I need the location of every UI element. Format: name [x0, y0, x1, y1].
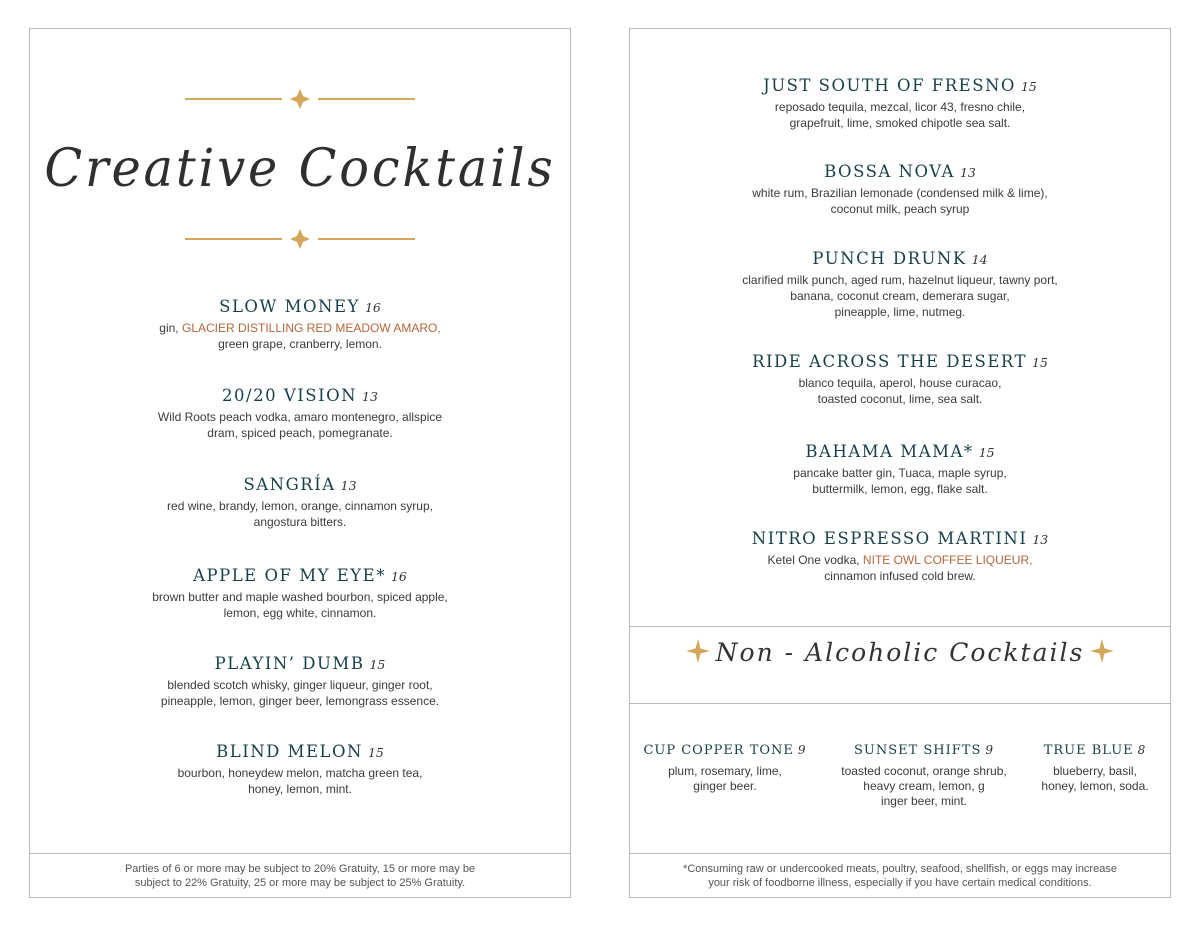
item-description: bourbon, honeydew melon, matcha green tea, honey, lemon, mint. [177, 766, 423, 796]
menu-item-just-south-of-fresno [630, 75, 1170, 131]
item-name: 20/20 VISION 13 [222, 386, 378, 405]
item-description: white rum, Brazilian lemonade (condensed milk & lime), coconut milk, peach syrup [752, 186, 1048, 216]
item-name: BOSSA NOVA 13 [824, 162, 976, 181]
gold-star-ornament-bottom [30, 229, 570, 249]
menu-item-ride-across-the-desert [630, 351, 1170, 407]
item-name: NITRO ESPRESSO MARTINI 13 [751, 529, 1049, 548]
menu-item-punch-drunk [630, 248, 1170, 320]
menu-item-bahama-mama [630, 441, 1170, 497]
item-name: PUNCH DRUNK 14 [812, 249, 988, 268]
item-name: TRUE BLUE 8 [1043, 743, 1147, 758]
footer-divider [630, 853, 1170, 854]
gratuity-notice: Parties of 6 or more may be subject to 20% Gratuity, 15 or more may be subject to 22% Gratuity, 25 or more may be subject to 25% Gratuity. [124, 863, 476, 889]
menu-item-slow-money [30, 296, 570, 352]
food-safety-notice: *Consuming raw or undercooked meats, poultry, seafood, shellfish, or eggs may increase your risk of foodborne illness, especially if you have certain medical conditions. [683, 863, 1117, 889]
item-description: brown butter and maple washed bourbon, spiced apple, lemon, egg white, cinnamon. [152, 590, 448, 620]
item-name: SLOW MONEY 16 [219, 297, 381, 316]
item-name: PLAYIN’ DUMB 15 [214, 654, 386, 673]
na-item-cup-copper-tone [640, 741, 810, 794]
menu-item-apple-of-my-eye [30, 565, 570, 621]
item-description: clarified milk punch, aged rum, hazelnut liqueur, tawny port, banana, coconut cream, demerara sugar, pineapple, lime, nutmeg. [742, 273, 1058, 319]
item-name: APPLE OF MY EYE* 16 [193, 566, 407, 585]
menu-item-bossa-nova [630, 161, 1170, 217]
item-name: BLIND MELON 15 [216, 742, 384, 761]
item-name: SUNSET SHIFTS 9 [853, 743, 995, 758]
item-description: red wine, brandy, lemon, orange, cinnamon syrup, angostura bitters. [167, 499, 433, 529]
menu-title: Creative Cocktails [44, 139, 556, 199]
menu-item-playin-dumb [30, 653, 570, 709]
item-description: Wild Roots peach vodka, amaro montenegro, allspice dram, spiced peach, pomegranate. [157, 410, 443, 440]
item-name: BAHAMA MAMA* 15 [805, 442, 995, 461]
item-description: blanco tequila, aperol, house curacao, toasted coconut, lime, sea salt. [798, 376, 1002, 406]
featured-ingredient: NITE OWL COFFEE LIQUEUR, [862, 553, 1033, 567]
na-item-true-blue [1030, 741, 1160, 794]
menu-item-blind-melon [30, 741, 570, 797]
right-menu-page [629, 28, 1171, 898]
gold-star-ornament-top [30, 89, 570, 109]
item-description: pancake batter gin, Tuaca, maple syrup, buttermilk, lemon, egg, flake salt. [793, 466, 1007, 496]
menu-item-20-20-vision [30, 385, 570, 441]
item-name: CUP COPPER TONE 9 [643, 743, 807, 758]
item-name: SANGRÍA 13 [243, 475, 357, 494]
item-name: RIDE ACROSS THE DESERT 15 [752, 352, 1048, 371]
item-description: toasted coconut, orange shrub, heavy cream, lemon, g inger beer, mint. [841, 764, 1007, 808]
featured-ingredient: GLACIER DISTILLING RED MEADOW AMARO, [181, 321, 441, 335]
item-description: gin, GLACIER DISTILLING RED MEADOW AMARO, green grape, cranberry, lemon. [159, 321, 441, 351]
item-description: Ketel One vodka, NITE OWL COFFEE LIQUEUR, cinnamon infused cold brew. [767, 553, 1033, 583]
na-item-sunset-shifts [826, 741, 1022, 809]
non-alcoholic-title: Non - Alcoholic Cocktails [715, 638, 1085, 667]
non-alcoholic-header [630, 627, 1170, 679]
left-menu-page [29, 28, 571, 898]
item-description: blended scotch whisky, ginger liqueur, ginger root, pineapple, lemon, ginger beer, lemongrass essence. [160, 678, 440, 708]
item-description: reposado tequila, mezcal, licor 43, fresno chile, grapefruit, lime, smoked chipotle sea salt. [774, 100, 1026, 130]
item-description: blueberry, basil, honey, lemon, soda. [1041, 764, 1149, 793]
footer-divider [30, 853, 570, 854]
item-name: JUST SOUTH OF FRESNO 15 [763, 76, 1037, 95]
menu-item-sangria [30, 474, 570, 530]
menu-item-nitro-espresso-martini [630, 528, 1170, 584]
gold-star-icon [1090, 639, 1114, 663]
section-divider-bottom [630, 703, 1170, 704]
item-description: plum, rosemary, lime, ginger beer. [668, 764, 782, 793]
